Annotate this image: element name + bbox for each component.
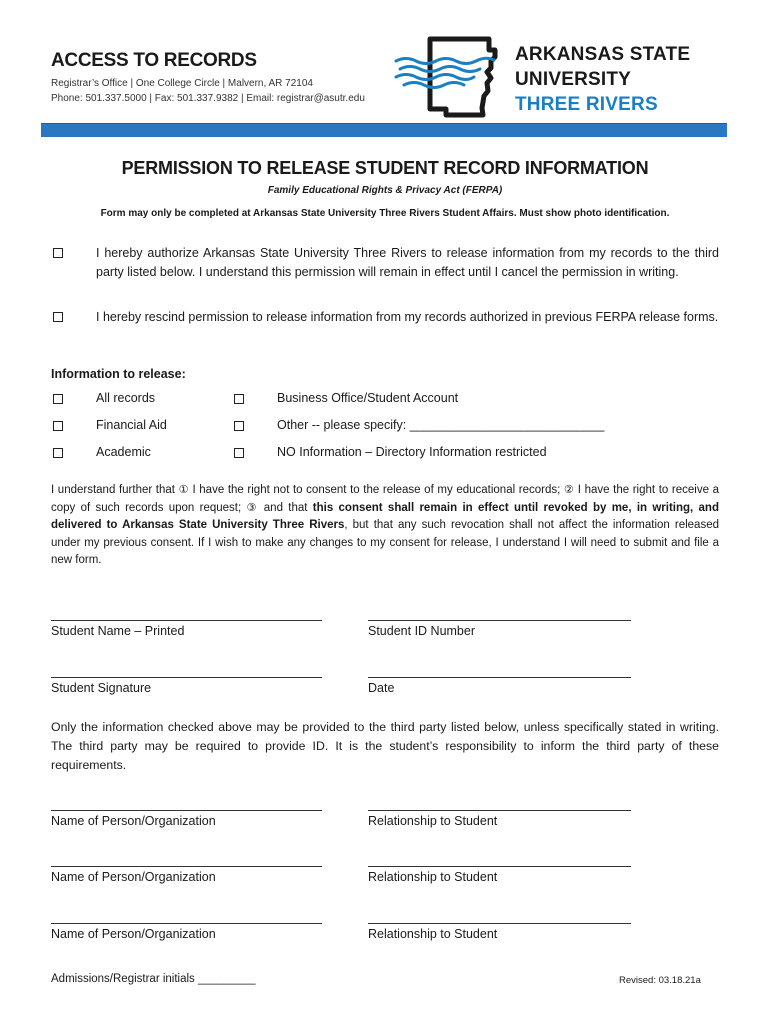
- third-party-name-label: Name of Person/Organization: [51, 870, 216, 884]
- financial-aid-checkbox[interactable]: [53, 421, 63, 431]
- student-signature-label: Student Signature: [51, 681, 152, 695]
- student-name-label: Student Name – Printed: [51, 624, 185, 638]
- all-records-checkbox[interactable]: [53, 394, 63, 404]
- form-title: PERMISSION TO RELEASE STUDENT RECORD INFORMATION: [121, 158, 649, 178]
- business-office-checkbox[interactable]: [234, 394, 244, 404]
- no-information-checkbox[interactable]: [234, 448, 244, 458]
- header-title: ACCESS TO RECORDS: [51, 50, 257, 71]
- registrar-initials[interactable]: Admissions/Registrar initials _________: [51, 973, 256, 985]
- header-divider-bar: [41, 123, 727, 137]
- third-party-name-line[interactable]: [51, 923, 322, 924]
- student-id-line[interactable]: [368, 620, 631, 621]
- business-office-label: Business Office/Student Account: [277, 391, 459, 405]
- logo-line-1: ARKANSAS STATE: [515, 44, 691, 65]
- academic-checkbox[interactable]: [53, 448, 63, 458]
- student-name-line[interactable]: [51, 620, 322, 621]
- date-line[interactable]: [368, 677, 631, 678]
- student-id-label: Student ID Number: [368, 624, 475, 638]
- student-signature-line[interactable]: [51, 677, 322, 678]
- form-notice: Form may only be completed at Arkansas State University Three Rivers Student Affairs. Must show photo identification.: [100, 208, 670, 219]
- authorize-checkbox[interactable]: [53, 248, 63, 258]
- third-party-relationship-label: Relationship to Student: [368, 870, 498, 884]
- third-party-relationship-line[interactable]: [368, 866, 631, 867]
- third-party-name-label: Name of Person/Organization: [51, 814, 216, 828]
- other-checkbox[interactable]: [234, 421, 244, 431]
- rescind-checkbox[interactable]: [53, 312, 63, 322]
- third-party-relationship-line[interactable]: [368, 923, 631, 924]
- understanding-paragraph: I understand further that ① I have the right not to consent to the release of my educational records; ② I have the right to receive a copy of such records upon request; ③ and that this consent shall remain in effect until revoked by me, in writing, and delivered to Arkansas State University Three Rivers, but that any such revocation shall not affect the information released under my previous consent. If I wish to make any changes to my consent for release, I understand I will need to submit and file a new form.: [51, 484, 719, 566]
- other-label[interactable]: Other -- please specify: ____________________________: [277, 418, 605, 432]
- financial-aid-label: Financial Aid: [96, 418, 167, 432]
- rescind-text: I hereby rescind permission to release information from my records authorized in previous FERPA release forms.: [96, 310, 719, 324]
- logo-line-3: THREE RIVERS: [515, 94, 658, 115]
- form-subtitle: Family Educational Rights & Privacy Act (FERPA): [267, 185, 503, 196]
- third-party-paragraph: Only the information checked above may be provided to the third party listed below, unless specifically stated in writing. The third party may be required to provide ID. It is the student’s responsibility to inform the third party of these requirements.: [51, 720, 719, 772]
- header-address: Registrar’s Office | One College Circle | Malvern, AR 72104: [51, 78, 313, 89]
- third-party-name-label: Name of Person/Organization: [51, 927, 216, 941]
- date-label: Date: [368, 681, 395, 695]
- revision-date: Revised: 03.18.21a: [619, 975, 701, 986]
- header-contact: Phone: 501.337.5000 | Fax: 501.337.9382 | Email: registrar@asutr.edu: [51, 93, 365, 104]
- all-records-label: All records: [96, 391, 156, 405]
- third-party-relationship-line[interactable]: [368, 810, 631, 811]
- authorize-text: I hereby authorize Arkansas State University Three Rivers to release information from my records to the third party listed below. I understand this permission will remain in effect until I cancel the permission in writing.: [96, 246, 719, 279]
- logo-line-2: UNIVERSITY: [515, 69, 632, 90]
- arkansas-state-logo-icon: [394, 36, 514, 118]
- no-information-label: NO Information – Directory Information restricted: [277, 445, 547, 459]
- third-party-name-line[interactable]: [51, 810, 322, 811]
- third-party-relationship-label: Relationship to Student: [368, 814, 498, 828]
- third-party-name-line[interactable]: [51, 866, 322, 867]
- academic-label: Academic: [96, 445, 151, 459]
- info-heading: Information to release:: [51, 367, 186, 381]
- third-party-relationship-label: Relationship to Student: [368, 927, 498, 941]
